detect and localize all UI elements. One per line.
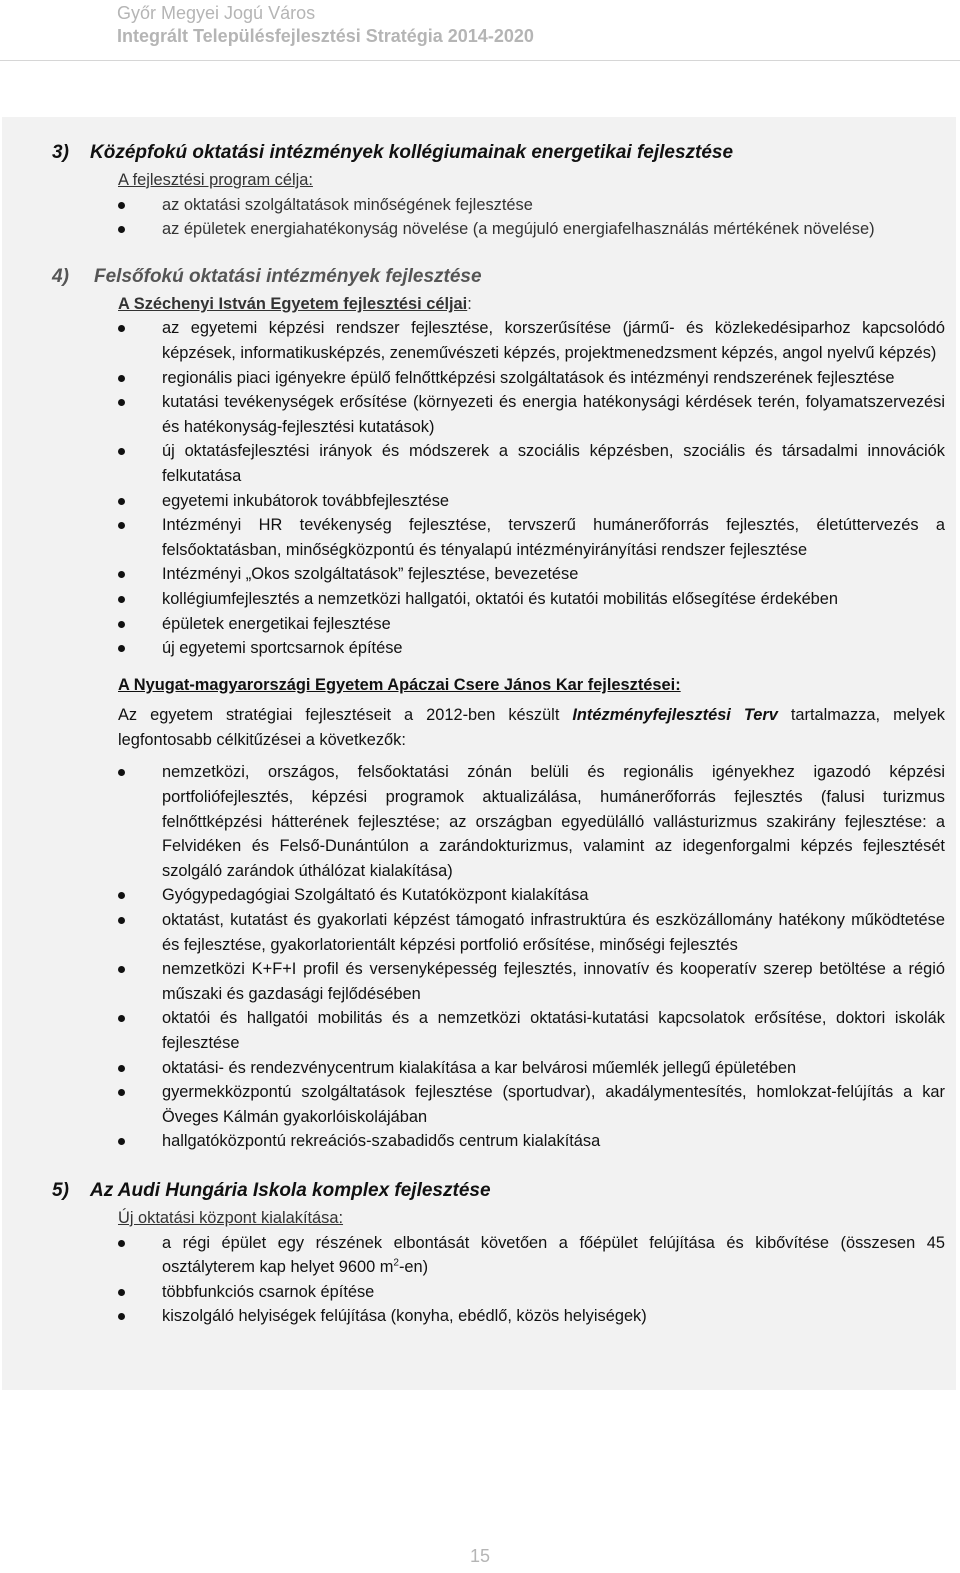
- list-item: az épületek energiahatékonyság növelése (a megújuló energiafelhasználás mértékének növelése): [52, 217, 945, 242]
- sze-heading-text: A Széchenyi István Egyetem fejlesztési céljai: [118, 294, 468, 313]
- nyme-intro-end: tartalmazza, melyek legfontosabb célkitűzései a következők:: [118, 706, 945, 749]
- section-title-text: Az Audi Hungária Iskola komplex fejlesztése: [90, 1179, 491, 1201]
- list-item: regionális piaci igényekre épülő felnőttképzési szolgáltatások és intézményi rendszerének fejlesztése: [52, 366, 945, 391]
- list-item: Gyógypedagógiai Szolgáltató és Kutatóközpont kialakítása: [52, 883, 945, 908]
- list-item: kutatási tevékenységek erősítése (környezeti és energia hatékonysági kérdések terén, folyamatszervezési és hatékonyság-fejlesztési kutatások): [52, 390, 945, 439]
- header-strategy-title: Integrált Településfejlesztési Stratégia 2014-2020: [117, 26, 534, 46]
- section-4-title: [52, 264, 945, 290]
- section-number: 3): [52, 142, 69, 163]
- page-header: [117, 2, 534, 48]
- header-city: Győr Megyei Jogú Város: [117, 3, 316, 23]
- nyme-plan-name: Intézményfejlesztési Terv: [572, 706, 778, 725]
- list-item: [52, 1231, 945, 1280]
- nyme-list: [52, 760, 945, 1154]
- list-item-text-end: -en): [398, 1258, 429, 1277]
- section-number: 4): [52, 265, 69, 287]
- list-item: hallgatóközpontú rekreációs-szabadidős centrum kialakítása: [52, 1129, 945, 1154]
- page-number: 15: [469, 1546, 491, 1566]
- list-item: gyermekközpontú szolgáltatások fejlesztése (sportudvar), akadálymentesítés, homlokzat-felújítás a kar Öveges Kálmán gyakorlóiskolájában: [52, 1080, 945, 1129]
- list-item: kollégiumfejlesztés a nemzetközi hallgatói, oktatói és kutatói mobilitás elősegítése érdekében: [52, 587, 945, 612]
- section-3-subtitle: A fejlesztési program célja:: [118, 171, 313, 189]
- list-item: Intézményi „Okos szolgáltatások” fejlesztése, bevezetése: [52, 562, 945, 587]
- list-item: új oktatásfejlesztési irányok és módszerek a szociális képzésben, szociális és társadalmi innovációk felkutatása: [52, 439, 945, 488]
- sze-heading-colon: :: [467, 294, 472, 313]
- section-5-subtitle: Új oktatási központ kialakítása:: [118, 1208, 344, 1227]
- list-item: oktatási- és rendezvénycentrum kialakítása a kar belvárosi műemlék jellegű épületében: [52, 1056, 945, 1081]
- list-item: nemzetközi, országos, felsőoktatási zónán belüli és regionális igényekhez igazodó képzési portfoliófejlesztés, képzési programok aktualizálása, humánerőforrás fejlesztés (falusi turizmus felnőttképzési hátterének fejlesztése; az országban egyedülálló vallásturizmus szakirány fejlesztése: a Felvidéken és Felső-Dunántúlon a zarándokturizmus, valamint az idegenforgalmi képzés fejlesztését szolgáló zarándok úthálózat kialakítása): [52, 760, 945, 883]
- list-item: kiszolgáló helyiségek felújítása (konyha, ebédlő, közös helyiségek): [52, 1304, 945, 1329]
- list-item: többfunkciós csarnok építése: [52, 1280, 945, 1305]
- section-3-list: [52, 193, 945, 242]
- list-item-text: a régi épület egy részének elbontását követően a főépület felújítása és kibővítése (összesen 45 osztályterem kap helyet 9600 m: [162, 1233, 945, 1277]
- list-item: az oktatási szolgáltatások minőségének fejlesztése: [52, 193, 945, 218]
- sze-list: [52, 316, 945, 660]
- nyme-intro: [118, 703, 945, 752]
- list-item: nemzetközi K+F+I profil és versenyképesség fejlesztés, innovatív és kooperatív szerep betöltése a régió műszaki és gazdasági fejlődésében: [52, 957, 945, 1006]
- list-item: egyetemi inkubátorok továbbfejlesztése: [52, 489, 945, 514]
- section-title-text: Felsőfokú oktatási intézmények fejlesztése: [94, 265, 482, 287]
- nyme-heading: A Nyugat-magyarországi Egyetem Apáczai Csere János Kar fejlesztései:: [118, 675, 681, 694]
- section-5-title: [52, 1178, 945, 1204]
- section-3-title: [52, 140, 945, 166]
- document-body: [52, 138, 945, 1329]
- header-divider: [0, 60, 960, 61]
- nyme-intro-start: Az egyetem stratégiai fejlesztéseit a 2012-ben készült: [118, 706, 573, 725]
- list-item: új egyetemi sportcsarnok építése: [52, 636, 945, 661]
- section-5-list: [52, 1231, 945, 1329]
- list-item: épületek energetikai fejlesztése: [52, 612, 945, 637]
- list-item: az egyetemi képzési rendszer fejlesztése, korszerűsítése (jármű- és közlekedésiparhoz kapcsolódó képzések, informatikusképzés, zeneművészeti képzés, projektmenedzsment képzés, angol nyelvű képzés): [52, 316, 945, 365]
- list-item: oktatást, kutatást és gyakorlati képzést támogató infrastruktúra és eszközállomány hatékony működtetése és fejlesztése, gyakorlatorientált képzési portfolió erősítése, minőségi fejlesztés: [52, 908, 945, 957]
- sze-heading: [118, 292, 945, 317]
- superscript: 2: [393, 1257, 399, 1269]
- list-item: oktatói és hallgatói mobilitás és a nemzetközi oktatási-kutatási kapcsolatok erősítése, doktori iskolák fejlesztése: [52, 1006, 945, 1055]
- list-item: Intézményi HR tevékenység fejlesztése, tervszerű humánerőforrás fejlesztés, életúttervezés a felsőoktatásban, minőségközpontú és tényalapú intézményirányítási rendszer fejlesztése: [52, 513, 945, 562]
- section-number: 5): [52, 1179, 69, 1201]
- section-title-text: Középfokú oktatási intézmények kollégiumainak energetikai fejlesztése: [90, 142, 734, 163]
